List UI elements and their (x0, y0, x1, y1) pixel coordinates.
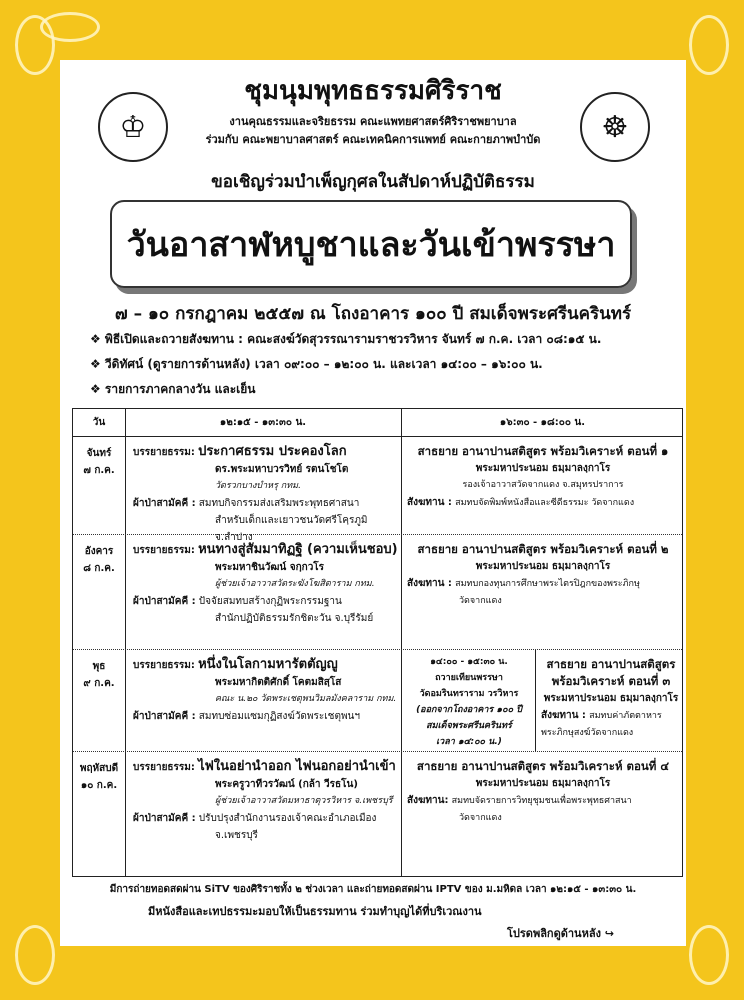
border-ornament (689, 15, 729, 75)
evening-speaker: พระมหาประนอม ธมฺมาลงฺกาโร (475, 561, 611, 572)
sangha-dana-line-2: วัดจากแดง (459, 596, 502, 606)
day-date: ๙ ก.ค. (83, 678, 115, 689)
header-evening: ๑๖:๓๐ - ๑๘:๐๐ น. (499, 417, 586, 428)
procession-time: ๑๔:๐๐ - ๑๕:๓๐ น. (430, 657, 508, 667)
evening-title: สาธยาย อานาปานสติสูตร พร้อมวิเคราะห์ ตอนที่ ๓ (546, 657, 676, 688)
header-day: วัน (92, 417, 106, 428)
candle-procession-cell (403, 654, 535, 750)
turn-over-note: โปรดพลิกดูด้านหลัง ↪ (507, 927, 614, 940)
day-date: ๘ ก.ค. (83, 563, 115, 574)
sangha-dana-line-1: สมทบจัดพิมพ์หนังสือและซีดีธรรมะ วัดจากแดง (455, 498, 635, 508)
lecture-label: บรรยายธรรม: (133, 545, 195, 556)
dharma-gift-note: มีหนังสือและเทปธรรมะมอบให้เป็นธรรมทาน ร่วมทำบุญได้ที่บริเวณงาน (148, 905, 482, 918)
lecture-label: บรรยายธรรม: (133, 762, 195, 773)
day-name: อังคาร (84, 546, 114, 557)
speaker: พระครูวาทีวรวัฒน์ (กล้า วีรธโน) (215, 779, 358, 790)
header-noon: ๑๒:๑๕ - ๑๓:๓๐ น. (219, 417, 307, 428)
lecture-topic: ประกาศธรรม ประคองโลก (198, 444, 347, 459)
org-name: ชุมนุมพุทธธรรมศิริราช (244, 76, 502, 106)
sangha-dana-label: สังฆทาน : (541, 710, 586, 721)
procession-event: ถวายเทียนพรรษา (435, 673, 503, 683)
lecture-topic: ไฟในอย่านำออก ไฟนอกอย่านำเข้า (198, 759, 396, 774)
host-line-2: สำหรับเด็กและเยาวชนวัดศรีโคฺรภูมิ จ.ลำปาง (215, 515, 368, 543)
broadcast-note: มีการถ่ายทอดสดผ่าน SiTV ของศิริราชทั้ง ๒ ช่วงเวลา และถ่ายทอดสดผ่าน IPTV ของ ม.มหิดล เวลา ๑๒:๑๕ - ๑๓:๓๐ น. (109, 884, 637, 895)
day-cell (73, 445, 125, 479)
lecture-label: บรรยายธรรม: (133, 447, 195, 458)
host-line-1: ปัจจัยสมทบสร้างกุฏิพระกรรมฐาน (198, 596, 342, 607)
sangha-dana-label: สังฆทาน : (407, 497, 452, 508)
event-title: วันอาสาฬหบูชาและวันเข้าพรรษา (110, 200, 632, 288)
org-subtitle-2: ร่วมกับ คณะพยาบาลศาสตร์ คณะเทคนิคการแพทย์ คณะกายภาพบำบัด (205, 133, 541, 146)
day-cell (73, 760, 125, 794)
lecture-topic: หนึ่งในโลกามหารัตตัญญู (198, 657, 338, 672)
lecture-topic: หนทางสู่สัมมาทิฏฐิ (ความเห็นชอบ) (198, 542, 398, 557)
speaker: ดร.พระมหาบวรวิทย์ รตนโชโต (215, 464, 349, 475)
noon-cell (133, 758, 399, 844)
speaker-org: วัดรวกบางบำหรุ กทม. (215, 481, 301, 491)
host-line-1: สมทบซ่อมแซมกุฏิสงฆ์วัดพระเชตุพนฯ (198, 711, 361, 722)
sangha-dana-line-1: สมทบจัดรายการวิทยุชุมชนเพื่อพระพุทธศาสนา (451, 796, 632, 806)
procession-temple: วัดอมรินทราราม วรวิหาร (419, 689, 519, 699)
siriraj-logo: ♔ (98, 92, 168, 162)
day-date: ๗ ก.ค. (83, 465, 115, 476)
host-line-2: สำนักปฏิบัติธรรมรักชิตะวัน จ.บุรีรัมย์ (215, 613, 374, 624)
day-name: พุธ (92, 661, 106, 672)
border-ornament (689, 925, 729, 985)
evening-title: สาธยาย อานาปานสติสูตร พร้อมวิเคราะห์ ตอนที่ ๒ (417, 542, 669, 556)
day-name: พฤหัสบดี (79, 763, 119, 774)
day-cell (73, 658, 125, 692)
sangha-dana-line-1: สมทบค่าภัตตาหาร (589, 711, 662, 721)
noon-cell (133, 443, 399, 546)
border-ornament (40, 12, 100, 42)
bullet-video: ❖ วีดิทัศน์ (ดูรายการด้านหลัง) เวลา ๐๙:๐๐ – ๑๒:๐๐ น. และเวลา ๑๔:๐๐ – ๑๖:๐๐ น. (90, 357, 543, 371)
org-subtitle-1: งานคุณธรรมและจริยธรรม คณะแพทยศาสตร์ศิริราชพยาบาล (229, 115, 517, 128)
evening-speaker: พระมหาประนอม ธมฺมาลงฺกาโร (475, 778, 611, 789)
speaker-org: คณะ น.๒๐ วัดพระเชตุพนวิมลมังคลาราม กทม. (215, 694, 397, 704)
poster (60, 60, 686, 946)
host-line-1: สมทบกิจกรรมส่งเสริมพระพุทธศาสนา (198, 498, 360, 509)
border-ornament (15, 925, 55, 985)
noon-cell (133, 541, 399, 627)
procession-note-2: สมเด็จพระศรีนครินทร์ (426, 721, 512, 731)
host-label: ผ้าป่าสามัคคี : (133, 813, 196, 824)
evening-cell (407, 443, 679, 512)
buddhist-club-logo: ☸ (580, 92, 650, 162)
bullet-opening: ❖ พิธีเปิดและถวายสังฆทาน : คณะสงฆ์วัดสุวรรณารามราชวรวิหาร จันทร์ ๗ ก.ค. เวลา ๐๘:๑๕ น. (90, 332, 602, 346)
speaker-org: ผู้ช่วยเจ้าอาวาสวัดมหาธาตุวรวิหาร จ.เพชรบุรี (215, 796, 393, 806)
sangha-dana-line-2: วัดจากแดง (459, 813, 502, 823)
invitation: ขอเชิญร่วมบำเพ็ญกุศลในสัปดาห์ปฏิบัติธรรม (211, 172, 535, 192)
procession-note-1: (ออกจากโถงอาคาร ๑๐๐ ปี (416, 705, 522, 715)
speaker: พระมหาชินวัฒน์ จกฺกวโร (215, 562, 325, 573)
evening-cell (407, 758, 679, 827)
sangha-dana-label: สังฆทาน: (407, 795, 449, 806)
sangha-dana-line-1: สมทบกองทุนการศึกษาพระไตรปิฎกของพระภิกษุ (455, 579, 640, 589)
host-label: ผ้าป่าสามัคคี : (133, 711, 196, 722)
sangha-dana-line-2: พระภิกษุสงฆ์วัดจากแดง (541, 728, 634, 738)
evening-speaker: พระมหาประนอม ธมฺมาลงฺกาโร (543, 693, 679, 704)
procession-note-3: เวลา ๑๔:๐๐ น.) (436, 737, 502, 747)
noon-cell (133, 656, 399, 725)
evening-speaker: พระมหาประนอม ธมฺมาลงฺกาโร (475, 463, 611, 474)
host-label: ผ้าป่าสามัคคี : (133, 498, 196, 509)
schedule-table (72, 408, 683, 877)
day-date: ๑๐ ก.ค. (80, 780, 118, 791)
host-line-2: จ.เพชรบุรี (215, 830, 258, 841)
day-cell (73, 543, 125, 577)
bullet-schedule: ❖ รายการภาคกลางวัน และเย็น (90, 382, 256, 396)
day-name: จันทร์ (86, 448, 112, 459)
speaker-org: ผู้ช่วยเจ้าอาวาสวัดระฆังโฆสิตาราม กทม. (215, 579, 375, 589)
sangha-dana-label: สังฆทาน : (407, 578, 452, 589)
speaker: พระมหากิตติศักดิ์ โคตมสิสฺโส (215, 677, 342, 688)
evening-cell (407, 541, 679, 610)
evening-cell (541, 656, 681, 742)
evening-title: สาธยาย อานาปานสติสูตร พร้อมวิเคราะห์ ตอนที่ ๔ (416, 759, 670, 773)
evening-speaker-role: รองเจ้าอาวาสวัดจากแดง จ.สมุทรปราการ (462, 480, 624, 490)
event-dates: ๗ – ๑๐ กรกฎาคม ๒๕๕๗ ณ โถงอาคาร ๑๐๐ ปี สมเด็จพระศรีนครินทร์ (114, 304, 632, 324)
host-line-1: ปรับปรุงสำนักงานรองเจ้าคณะอำเภอเมือง (198, 813, 377, 824)
host-label: ผ้าป่าสามัคคี : (133, 596, 196, 607)
lecture-label: บรรยายธรรม: (133, 660, 195, 671)
evening-title: สาธยาย อานาปานสติสูตร พร้อมวิเคราะห์ ตอนที่ ๑ (417, 444, 669, 458)
